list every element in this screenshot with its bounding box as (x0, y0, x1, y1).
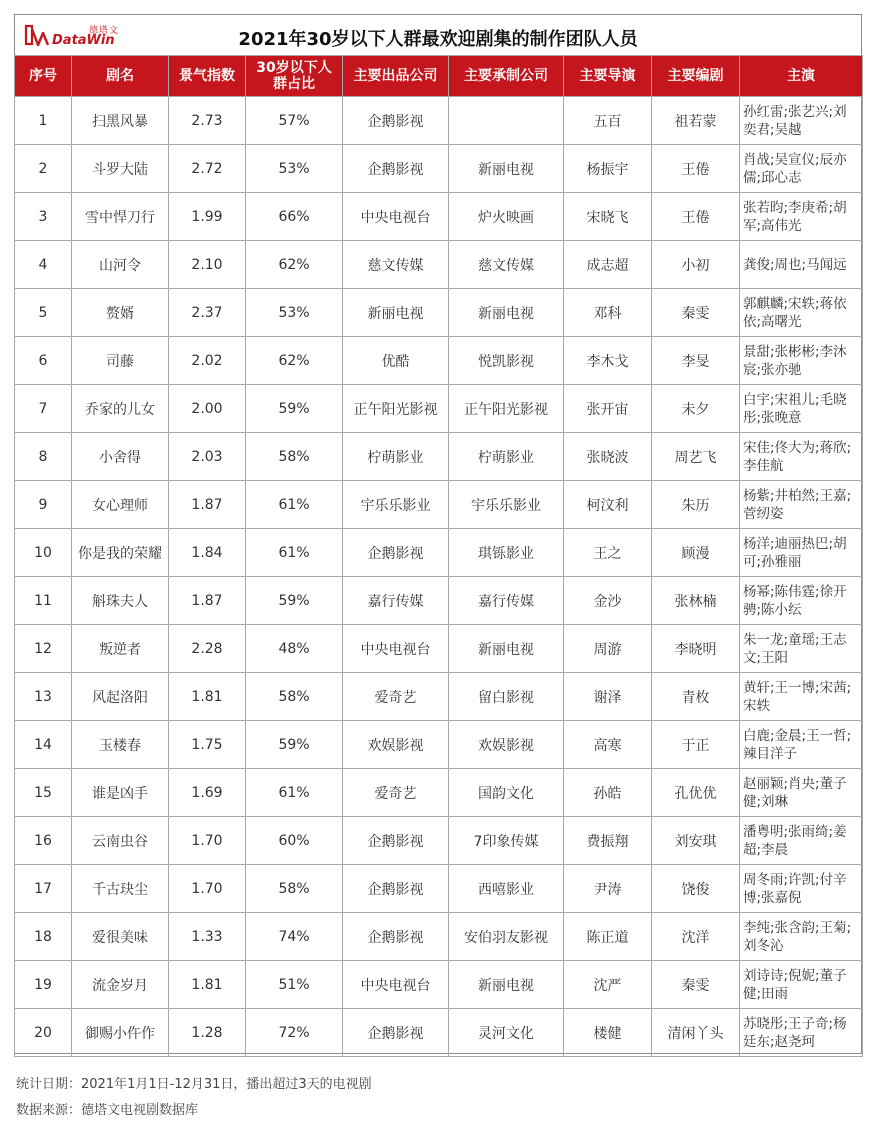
header-col-under30-share: 30岁以下人群占比 (246, 56, 343, 97)
cell-col-index-score: 2.03 (169, 433, 246, 481)
header-col-index-score: 景气指数 (169, 56, 246, 97)
cell-col-under30-share: 61% (246, 529, 343, 577)
cell-col-producer: 柠萌影业 (343, 433, 449, 481)
cell-col-index-score: 1.75 (169, 721, 246, 769)
cell-col-title: 赘婿 (72, 289, 169, 337)
cell-col-writer: 张林楠 (652, 577, 740, 625)
table-row (15, 865, 863, 913)
cell-col-contractor: 宇乐乐影业 (449, 481, 564, 529)
cell-col-writer: 秦雯 (652, 289, 740, 337)
cell-col-producer: 企鹅影视 (343, 865, 449, 913)
cell-col-contractor: 西嘻影业 (449, 865, 564, 913)
cell-col-director: 谢泽 (564, 673, 652, 721)
cell-col-index: 18 (15, 913, 72, 961)
cell-col-producer: 爱奇艺 (343, 673, 449, 721)
cell-col-contractor: 柠萌影业 (449, 433, 564, 481)
cell-col-writer: 刘安琪 (652, 817, 740, 865)
cell-col-cast: 赵丽颖;肖央;董子健;刘琳 (740, 769, 863, 817)
cell-col-contractor: 新丽电视 (449, 961, 564, 1009)
cell-col-under30-share: 74% (246, 913, 343, 961)
cell-col-writer: 小初 (652, 241, 740, 289)
cell-col-index-score: 1.81 (169, 961, 246, 1009)
cell-col-cast: 周冬雨;许凯;付辛博;张嘉倪 (740, 865, 863, 913)
cell-col-producer: 企鹅影视 (343, 97, 449, 145)
cell-col-title: 小舍得 (72, 433, 169, 481)
cell-col-director: 楼健 (564, 1009, 652, 1057)
cell-col-index-score: 1.28 (169, 1009, 246, 1057)
cell-col-index: 9 (15, 481, 72, 529)
table-row (15, 577, 863, 625)
cell-col-under30-share: 72% (246, 1009, 343, 1057)
cell-col-under30-share: 59% (246, 721, 343, 769)
cell-col-director: 周游 (564, 625, 652, 673)
cell-col-producer: 新丽电视 (343, 289, 449, 337)
cell-col-writer: 秦雯 (652, 961, 740, 1009)
cell-col-index: 6 (15, 337, 72, 385)
cell-col-under30-share: 61% (246, 481, 343, 529)
cell-col-title: 流金岁月 (72, 961, 169, 1009)
cell-col-director: 邓科 (564, 289, 652, 337)
header-col-title: 剧名 (72, 56, 169, 97)
cell-col-writer: 李旻 (652, 337, 740, 385)
cell-col-cast: 李纯;张含韵;王菊;刘冬沁 (740, 913, 863, 961)
cell-col-title: 雪中悍刀行 (72, 193, 169, 241)
cell-col-writer: 清闲丫头 (652, 1009, 740, 1057)
cell-col-under30-share: 58% (246, 673, 343, 721)
cell-col-index-score: 2.28 (169, 625, 246, 673)
cell-col-index-score: 1.33 (169, 913, 246, 961)
cell-col-producer: 企鹅影视 (343, 817, 449, 865)
cell-col-title: 斗罗大陆 (72, 145, 169, 193)
cell-col-producer: 宇乐乐影业 (343, 481, 449, 529)
cell-col-cast: 黄轩;王一博;宋茜;宋轶 (740, 673, 863, 721)
cell-col-writer: 饶俊 (652, 865, 740, 913)
cell-col-contractor: 安伯羽友影视 (449, 913, 564, 961)
table-row (15, 97, 863, 145)
table-row (15, 433, 863, 481)
cell-col-contractor: 正午阳光影视 (449, 385, 564, 433)
cell-col-producer: 正午阳光影视 (343, 385, 449, 433)
cell-col-cast: 张若昀;李庚希;胡军;高伟光 (740, 193, 863, 241)
cell-col-under30-share: 57% (246, 97, 343, 145)
footer-source: 数据来源：德塔文电视剧数据库 (16, 1103, 199, 1118)
cell-col-index-score: 2.10 (169, 241, 246, 289)
cell-col-cast: 肖战;吴宣仪;辰亦儒;邱心志 (740, 145, 863, 193)
cell-col-index: 10 (15, 529, 72, 577)
cell-col-cast: 杨洋;迪丽热巴;胡可;孙雅丽 (740, 529, 863, 577)
cell-col-under30-share: 62% (246, 241, 343, 289)
cell-col-contractor: 新丽电视 (449, 289, 564, 337)
cell-col-under30-share: 62% (246, 337, 343, 385)
cell-col-title: 扫黑风暴 (72, 97, 169, 145)
cell-col-director: 费振翔 (564, 817, 652, 865)
header-col-writer: 主要编剧 (652, 56, 740, 97)
cell-col-index-score: 1.81 (169, 673, 246, 721)
cell-col-writer: 祖若蒙 (652, 97, 740, 145)
cell-col-contractor: 留白影视 (449, 673, 564, 721)
cell-col-under30-share: 59% (246, 385, 343, 433)
cell-col-contractor: 新丽电视 (449, 145, 564, 193)
cell-col-index: 17 (15, 865, 72, 913)
cell-col-cast: 景甜;张彬彬;李沐宸;张亦驰 (740, 337, 863, 385)
cell-col-index-score: 1.70 (169, 817, 246, 865)
table-row (15, 241, 863, 289)
cell-col-writer: 朱历 (652, 481, 740, 529)
table-row (15, 529, 863, 577)
cell-col-index-score: 1.87 (169, 481, 246, 529)
cell-col-cast: 孙红雷;张艺兴;刘奕君;吴越 (740, 97, 863, 145)
report-frame (14, 14, 862, 1054)
cell-col-index: 2 (15, 145, 72, 193)
cell-col-producer: 中央电视台 (343, 625, 449, 673)
table-row (15, 193, 863, 241)
cell-col-director: 五百 (564, 97, 652, 145)
cell-col-contractor: 嘉行传媒 (449, 577, 564, 625)
cell-col-director: 沈严 (564, 961, 652, 1009)
table-row (15, 385, 863, 433)
cell-col-producer: 企鹅影视 (343, 529, 449, 577)
header-col-contractor: 主要承制公司 (449, 56, 564, 97)
cell-col-writer: 周艺飞 (652, 433, 740, 481)
cell-col-writer: 李晓明 (652, 625, 740, 673)
cell-col-producer: 企鹅影视 (343, 1009, 449, 1057)
cell-col-index-score: 2.02 (169, 337, 246, 385)
footer-stat-date: 统计日期：2021年1月1日-12月31日，播出超过3天的电视剧 (16, 1077, 372, 1092)
cell-col-director: 张晓波 (564, 433, 652, 481)
cell-col-title: 山河令 (72, 241, 169, 289)
report-header (15, 15, 861, 55)
cell-col-index-score: 2.37 (169, 289, 246, 337)
cell-col-director: 金沙 (564, 577, 652, 625)
cell-col-under30-share: 53% (246, 289, 343, 337)
cell-col-under30-share: 60% (246, 817, 343, 865)
cell-col-contractor: 慈文传媒 (449, 241, 564, 289)
cell-col-producer: 嘉行传媒 (343, 577, 449, 625)
cell-col-title: 你是我的荣耀 (72, 529, 169, 577)
cell-col-index: 12 (15, 625, 72, 673)
cell-col-producer: 企鹅影视 (343, 145, 449, 193)
cell-col-index-score: 1.70 (169, 865, 246, 913)
cell-col-title: 云南虫谷 (72, 817, 169, 865)
cell-col-index: 15 (15, 769, 72, 817)
table-row (15, 769, 863, 817)
cell-col-contractor: 国韵文化 (449, 769, 564, 817)
cell-col-contractor: 炉火映画 (449, 193, 564, 241)
cell-col-under30-share: 59% (246, 577, 343, 625)
cell-col-producer: 企鹅影视 (343, 913, 449, 961)
cell-col-index-score: 1.69 (169, 769, 246, 817)
cell-col-title: 爱很美味 (72, 913, 169, 961)
cell-col-contractor: 灵河文化 (449, 1009, 564, 1057)
cell-col-title: 女心理师 (72, 481, 169, 529)
cell-col-director: 高寒 (564, 721, 652, 769)
cell-col-title: 玉楼春 (72, 721, 169, 769)
cell-col-contractor: 琪铄影业 (449, 529, 564, 577)
cell-col-index: 8 (15, 433, 72, 481)
cell-col-title: 谁是凶手 (72, 769, 169, 817)
cell-col-writer: 顾漫 (652, 529, 740, 577)
cell-col-director: 尹涛 (564, 865, 652, 913)
cell-col-index: 13 (15, 673, 72, 721)
cell-col-writer: 孔优优 (652, 769, 740, 817)
cell-col-under30-share: 48% (246, 625, 343, 673)
cell-col-index-score: 1.99 (169, 193, 246, 241)
cell-col-director: 柯汶利 (564, 481, 652, 529)
cell-col-producer: 欢娱影视 (343, 721, 449, 769)
cell-col-director: 孙皓 (564, 769, 652, 817)
cell-col-index-score: 1.87 (169, 577, 246, 625)
cell-col-index: 16 (15, 817, 72, 865)
cell-col-director: 陈正道 (564, 913, 652, 961)
cell-col-under30-share: 61% (246, 769, 343, 817)
cell-col-contractor: 新丽电视 (449, 625, 564, 673)
cell-col-producer: 爱奇艺 (343, 769, 449, 817)
cell-col-cast: 白宇;宋祖儿;毛晓彤;张晚意 (740, 385, 863, 433)
cell-col-title: 风起洛阳 (72, 673, 169, 721)
cell-col-writer: 青枚 (652, 673, 740, 721)
cell-col-producer: 优酷 (343, 337, 449, 385)
cell-col-writer: 于正 (652, 721, 740, 769)
cell-col-director: 杨振宇 (564, 145, 652, 193)
cell-col-cast: 郭麒麟;宋轶;蒋依依;高曙光 (740, 289, 863, 337)
cell-col-under30-share: 53% (246, 145, 343, 193)
cell-col-under30-share: 51% (246, 961, 343, 1009)
logo-en-text: DataWin (52, 33, 115, 48)
cell-col-title: 斛珠夫人 (72, 577, 169, 625)
table-row (15, 817, 863, 865)
cell-col-index: 20 (15, 1009, 72, 1057)
cell-col-index: 4 (15, 241, 72, 289)
page-title: 2021年30岁以下人群最欢迎剧集的制作团队人员 (238, 29, 638, 50)
cell-col-index: 1 (15, 97, 72, 145)
cell-col-contractor (449, 97, 564, 145)
cell-col-index-score: 2.73 (169, 97, 246, 145)
cell-col-producer: 中央电视台 (343, 193, 449, 241)
table-header-row (15, 56, 863, 97)
cell-col-title: 千古玦尘 (72, 865, 169, 913)
cell-col-writer: 未夕 (652, 385, 740, 433)
cell-col-title: 叛逆者 (72, 625, 169, 673)
cell-col-writer: 王倦 (652, 193, 740, 241)
cell-col-under30-share: 58% (246, 433, 343, 481)
cell-col-cast: 白鹿;金晨;王一哲;辣目洋子 (740, 721, 863, 769)
header-col-index: 序号 (15, 56, 72, 97)
cell-col-title: 乔家的儿女 (72, 385, 169, 433)
cell-col-index: 19 (15, 961, 72, 1009)
cell-col-index: 11 (15, 577, 72, 625)
cell-col-contractor: 7印象传媒 (449, 817, 564, 865)
cell-col-cast: 刘诗诗;倪妮;董子健;田雨 (740, 961, 863, 1009)
cell-col-cast: 龚俊;周也;马闻远 (740, 241, 863, 289)
table-row (15, 721, 863, 769)
cell-col-index: 5 (15, 289, 72, 337)
cell-col-cast: 杨紫;井柏然;王嘉;菅纫姿 (740, 481, 863, 529)
cell-col-cast: 朱一龙;童瑶;王志文;王阳 (740, 625, 863, 673)
cell-col-cast: 苏晓彤;王子奇;杨廷东;赵尧珂 (740, 1009, 863, 1057)
cell-col-writer: 沈洋 (652, 913, 740, 961)
cell-col-director: 成志超 (564, 241, 652, 289)
cell-col-index-score: 1.84 (169, 529, 246, 577)
table-body (15, 97, 863, 1057)
cell-col-director: 王之 (564, 529, 652, 577)
cell-col-writer: 王倦 (652, 145, 740, 193)
table-row (15, 481, 863, 529)
table-row (15, 1009, 863, 1057)
header-col-director: 主要导演 (564, 56, 652, 97)
cell-col-under30-share: 66% (246, 193, 343, 241)
cell-col-cast: 宋佳;佟大为;蒋欣;李佳航 (740, 433, 863, 481)
cell-col-index-score: 2.00 (169, 385, 246, 433)
crew-table (14, 55, 863, 1057)
cell-col-director: 宋晓飞 (564, 193, 652, 241)
cell-col-index: 7 (15, 385, 72, 433)
table-row (15, 289, 863, 337)
cell-col-index: 3 (15, 193, 72, 241)
header-col-cast: 主演 (740, 56, 863, 97)
table-row (15, 145, 863, 193)
cell-col-producer: 中央电视台 (343, 961, 449, 1009)
cell-col-director: 张开宙 (564, 385, 652, 433)
table-row (15, 961, 863, 1009)
cell-col-cast: 潘粤明;张雨绮;姜超;李晨 (740, 817, 863, 865)
cell-col-index: 14 (15, 721, 72, 769)
cell-col-under30-share: 58% (246, 865, 343, 913)
cell-col-cast: 杨幂;陈伟霆;徐开骋;陈小纭 (740, 577, 863, 625)
table-row (15, 913, 863, 961)
cell-col-index-score: 2.72 (169, 145, 246, 193)
cell-col-title: 御赐小仵作 (72, 1009, 169, 1057)
table-row (15, 673, 863, 721)
cell-col-producer: 慈文传媒 (343, 241, 449, 289)
cell-col-contractor: 悦凯影视 (449, 337, 564, 385)
cell-col-contractor: 欢娱影视 (449, 721, 564, 769)
cell-col-title: 司藤 (72, 337, 169, 385)
table-row (15, 337, 863, 385)
cell-col-director: 李木戈 (564, 337, 652, 385)
table-row (15, 625, 863, 673)
logo-cn-text: 德塔文 (89, 26, 120, 36)
header-col-producer: 主要出品公司 (343, 56, 449, 97)
